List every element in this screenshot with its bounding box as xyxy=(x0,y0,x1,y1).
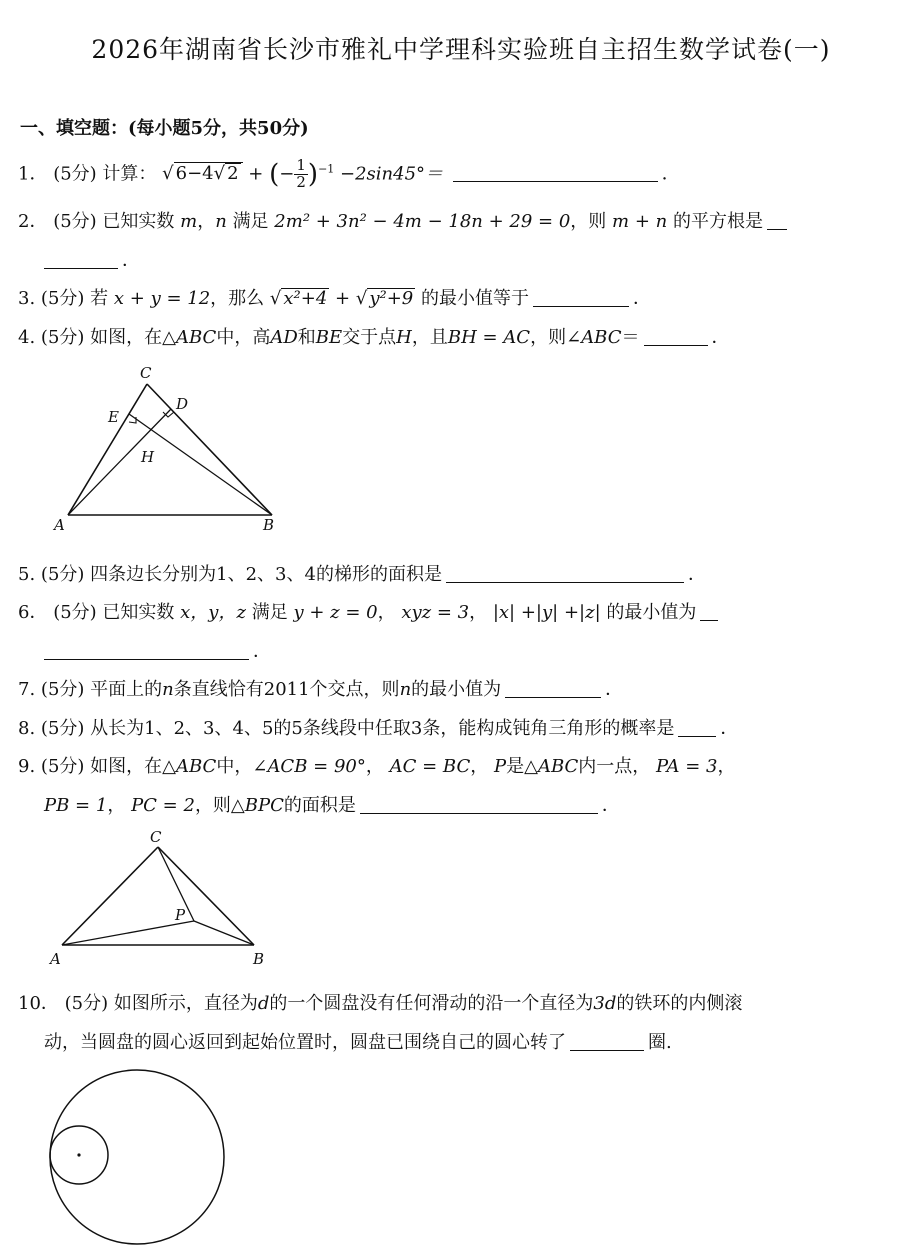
radicand: x²+4 xyxy=(283,288,328,309)
question-text: ，则 xyxy=(570,211,607,232)
question-text: ，那么 xyxy=(210,288,265,309)
question-text: 已知实数 xyxy=(102,602,175,623)
question-text: 的最小值为 xyxy=(606,602,697,623)
condition: x + y = 12 xyxy=(113,288,211,309)
condition: PA = 3 xyxy=(656,756,718,777)
separator: ， xyxy=(470,756,489,777)
question-1: 1． (5分) 计算： √ 6−4√ 2 + (− $\frac{1}{2}$ )$^{-1}$ −2sin45°＝ ． xyxy=(18,156,680,191)
variable: d xyxy=(257,993,270,1014)
question-text: 和 xyxy=(297,327,316,348)
question-number: 6． xyxy=(18,602,48,623)
question-text: 如图，在△ xyxy=(90,327,176,348)
question-text: 的平方根是 xyxy=(672,211,763,232)
label-c: C xyxy=(140,364,152,382)
condition: PB = 1 xyxy=(44,795,108,816)
end-mark: ． xyxy=(711,327,730,348)
end-mark: 圈. xyxy=(648,1032,672,1053)
label-b: B xyxy=(263,516,275,534)
question-text: ，且 xyxy=(411,327,448,348)
question-text: 交于点 xyxy=(342,327,397,348)
question-text: ，则△ xyxy=(194,795,245,816)
label-p: P xyxy=(175,906,186,924)
question-text: 的面积是 xyxy=(283,795,356,816)
question-score: (5分) xyxy=(40,288,85,309)
question-text: 是△ xyxy=(506,756,538,777)
question-score: (5分) xyxy=(40,564,85,585)
question-number: 2． xyxy=(18,211,48,232)
fraction-denominator: 2 xyxy=(296,172,306,191)
equals: ＝ xyxy=(621,327,640,348)
variable: n xyxy=(215,211,227,232)
separator: ， xyxy=(717,756,736,777)
question-6 xyxy=(18,598,718,624)
condition: PC = 2 xyxy=(131,795,195,816)
question-text: 条直线恰有2011个交点，则 xyxy=(173,679,400,700)
answer-blank[interactable] xyxy=(644,344,708,346)
variables: x，y，z xyxy=(180,602,246,623)
page-title: 2026年湖南省长沙市雅礼中学理科实验班自主招生数学试卷(一) xyxy=(91,35,831,64)
label-d: D xyxy=(176,395,189,413)
answer-blank-part1[interactable] xyxy=(767,228,787,230)
question-text: 的铁环的内侧滚 xyxy=(616,993,743,1014)
label-a: A xyxy=(54,516,65,534)
question-10 xyxy=(18,989,742,1015)
question-score: (5分) xyxy=(64,993,109,1014)
question-text: 平面上的 xyxy=(90,679,163,700)
question-9 xyxy=(18,752,735,778)
expression: m + n xyxy=(612,211,668,232)
separator: ， xyxy=(377,602,396,623)
expression: |x| +|y| +|z| xyxy=(492,602,601,623)
condition: ACB = 90° xyxy=(267,756,366,777)
question-text: 的一个圆盘没有任何滑动的沿一个直径为 xyxy=(269,993,594,1014)
triangle-name: BPC xyxy=(244,795,284,816)
variable: n xyxy=(399,679,412,700)
question-score: (5分) xyxy=(53,602,97,623)
answer-blank[interactable] xyxy=(446,581,684,583)
question-number: 4. xyxy=(18,327,36,348)
label-c: C xyxy=(150,828,162,846)
question-number: 3. xyxy=(18,288,36,309)
point-name: H xyxy=(396,327,412,348)
end-mark: ． xyxy=(253,641,271,662)
end-mark: ． xyxy=(687,564,706,585)
question-score: (5分) xyxy=(53,211,97,232)
answer-blank[interactable] xyxy=(570,1049,644,1051)
question-2-continued xyxy=(44,246,140,272)
question-number: 8. xyxy=(18,718,36,739)
answer-blank[interactable] xyxy=(533,305,629,307)
separator: ， xyxy=(469,602,488,623)
figure-triangle-abc-orthocenter xyxy=(50,362,290,542)
end-mark: ． xyxy=(605,679,624,700)
question-score: (5分) xyxy=(40,756,85,777)
angle-name: ABC xyxy=(581,327,622,348)
equation: 2m² + 3n² − 4m − 18n + 29 = 0 xyxy=(274,211,571,232)
question-text: 已知实数 xyxy=(102,211,175,232)
triangle-name: ABC xyxy=(176,756,217,777)
end-mark: ． xyxy=(632,288,651,309)
question-text: 从长为1、2、3、4、5的5条线段中任取3条，能构成钝角三角形的概率是 xyxy=(90,718,675,739)
question-text: 内一点， xyxy=(578,756,651,777)
question-score: (5分) xyxy=(40,718,85,739)
triangle-name: ABC xyxy=(176,327,217,348)
question-text: 的最小值等于 xyxy=(420,288,529,309)
question-text: 的最小值为 xyxy=(411,679,502,700)
question-score: (5分) xyxy=(40,327,85,348)
question-score: (5分) xyxy=(53,163,97,185)
answer-blank[interactable] xyxy=(453,180,658,182)
exponent: −1 xyxy=(318,162,335,176)
label-e: E xyxy=(108,408,119,426)
question-10-continued xyxy=(44,1028,672,1054)
question-number: 1． xyxy=(18,163,48,185)
question-text: 如图所示，直径为 xyxy=(113,993,258,1014)
question-text: 计算： xyxy=(102,163,157,185)
figure-rolling-disk xyxy=(46,1066,228,1248)
question-2 xyxy=(18,207,787,233)
question-3: 3. (5分) 若 x + y = 12，那么 √ x²+4 + √ y²+9 的最小值等于 ． xyxy=(18,288,651,309)
separator: ， xyxy=(365,756,384,777)
label-b: B xyxy=(253,950,265,968)
variable: m xyxy=(180,211,198,232)
disk-center xyxy=(77,1153,80,1156)
variable: n xyxy=(162,679,174,700)
answer-blank[interactable] xyxy=(360,812,598,814)
question-text: 满足 xyxy=(232,211,269,232)
radicand: y²+9 xyxy=(369,288,414,309)
question-text: 中，∠ xyxy=(216,756,268,777)
answer-blank-part1[interactable] xyxy=(700,619,718,621)
condition: xyz = 3 xyxy=(401,602,470,623)
answer-blank-part2[interactable] xyxy=(44,658,249,660)
separator: ， xyxy=(197,211,216,232)
figure-triangle-point-p xyxy=(48,826,288,971)
question-8 xyxy=(18,714,738,740)
segment: BE xyxy=(315,327,343,348)
question-text: 若 xyxy=(90,288,109,309)
question-number: 5. xyxy=(18,564,36,585)
question-number: 7. xyxy=(18,679,36,700)
end-mark: ． xyxy=(601,795,620,816)
label-a: A xyxy=(50,950,61,968)
variable: 3d xyxy=(593,993,617,1014)
question-number: 10． xyxy=(18,993,59,1014)
segment: AD xyxy=(270,327,298,348)
fraction-numerator: 1 xyxy=(296,156,306,174)
question-text: 满足 xyxy=(251,602,288,623)
question-number: 9. xyxy=(18,756,36,777)
end-mark: ． xyxy=(720,718,739,739)
triangle-name: ABC xyxy=(537,756,579,777)
question-4 xyxy=(18,323,730,349)
question-text: 动，当圆盘的圆心返回到起始位置时，圆盘已围绕自己的圆心转了 xyxy=(44,1032,566,1053)
fraction xyxy=(294,158,308,191)
question-text: 如图，在△ xyxy=(90,756,176,777)
sqrt-expression: √ 6−4√ 2 xyxy=(162,163,242,184)
question-score: (5分) xyxy=(40,679,85,700)
point-name: P xyxy=(493,756,507,777)
question-text: ，则∠ xyxy=(530,327,582,348)
question-7 xyxy=(18,675,623,701)
outer-ring xyxy=(50,1070,224,1244)
answer-blank[interactable] xyxy=(505,696,601,698)
section-heading: 一、填空题：(每小题5分，共50分) xyxy=(20,118,309,139)
radicand: 6−4 xyxy=(175,163,214,185)
end-mark: ． xyxy=(122,250,140,271)
condition: BH = AC xyxy=(447,327,531,348)
answer-blank[interactable] xyxy=(678,735,716,737)
condition: AC = BC xyxy=(389,756,471,777)
question-text: 中，高 xyxy=(216,327,271,348)
question-text: 四条边长分别为1、2、3、4的梯形的面积是 xyxy=(90,564,442,585)
radicand-inner: 2 xyxy=(227,163,239,185)
question-5 xyxy=(18,560,706,586)
answer-blank-part2[interactable] xyxy=(44,267,118,269)
separator: ， xyxy=(107,795,126,816)
operator: + xyxy=(335,288,351,309)
end-mark: ． xyxy=(661,163,680,185)
label-h: H xyxy=(141,448,155,466)
question-9-continued xyxy=(44,791,620,817)
question-6-continued xyxy=(44,637,271,663)
condition: y + z = 0 xyxy=(293,602,378,623)
question-expression: −2sin45°＝ xyxy=(340,163,444,185)
